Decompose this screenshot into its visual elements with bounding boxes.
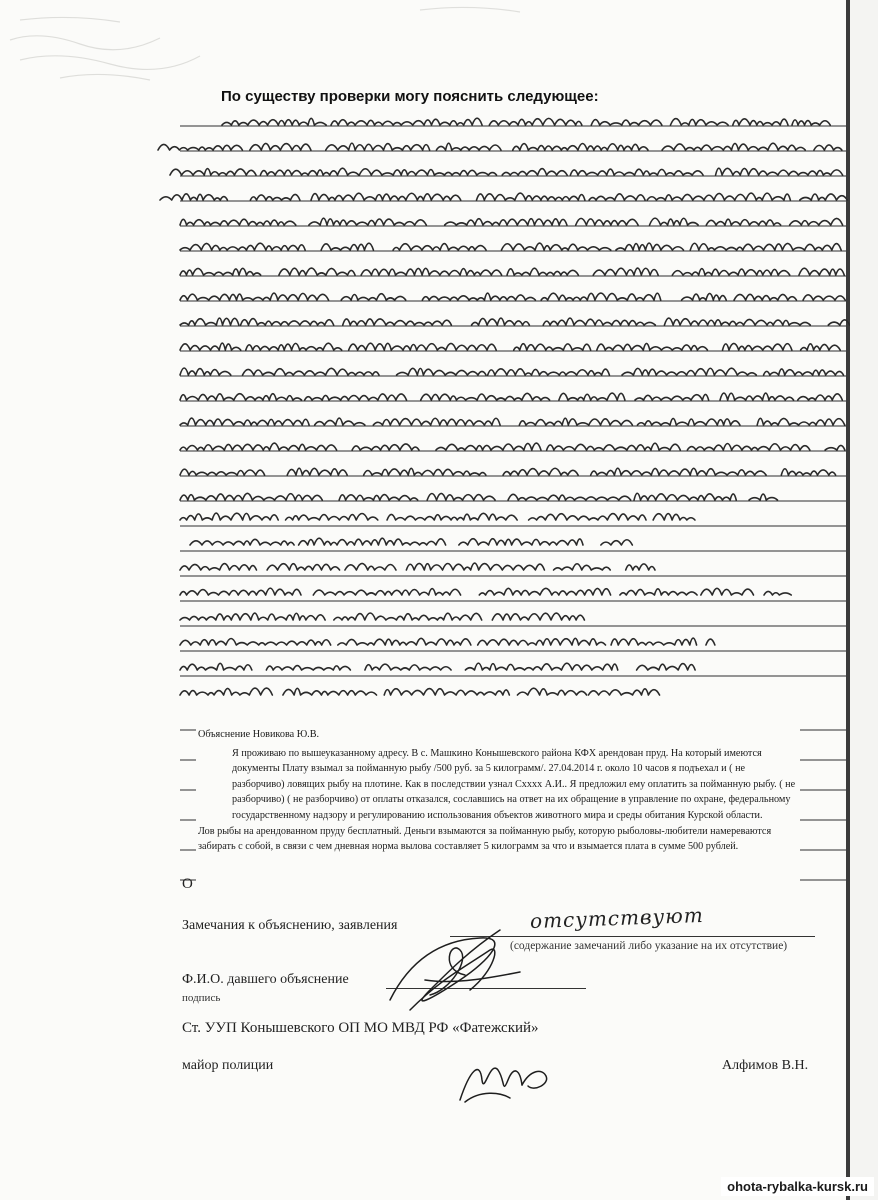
signature-explainer [370,920,570,1030]
stray-character: О [182,876,193,892]
officer-name: Алфимов В.Н. [722,1058,809,1073]
officer-line: Ст. УУП Конышевского ОП МО МВД РФ «Фатежский» [182,1020,539,1036]
signature-label: подпись [182,992,221,1004]
remarks-hint: (содержание замечаний либо указание на их отсутствие) [510,940,788,952]
remarks-label: Замечания к объяснению, заявления [182,918,398,933]
typed-title: Объяснение Новикова Ю.В. [198,729,320,740]
fio-label: Ф.И.О. давшего объяснение [182,972,349,987]
page-heading: По существу проверки могу пояснить следующее: [221,88,599,105]
typed-paragraph: Я проживаю по вышеуказанному адресу. В с. Машкино Конышевского района КФХ арендован пруд. На который имеются документы Плату взымал за пойманную рыбу /500 руб. за 5 килограмм/. 27.04.2014 г. около 10 часов я подъехал и ( не разборчиво) ловящих рыбу на плотине. Как в последствии узнал Сxxxx А.И.. Я предложил ему оплатить за пойманную рыбу. ( не разборчиво) ( не разборчиво) от оплаты отказался, сославшись на ответ на их обращение в управление по охране, федеральному государственному надзору и регулированию использования объектов животного мира и среды обитания Курской области. [232,747,796,821]
typed-paragraph-2: Лов рыбы на арендованном пруду бесплатный. Деньги взымаются за пойманную рыбу, которую рыболовы-любители намереваются забирать с собой, в связи с чем дневная норма вылова составляет 5 килограмм за что и взымается плата в сумме 500 рублей. [198,825,772,853]
signature-officer [450,1040,560,1115]
typed-transcription [198,727,798,855]
watermark-url: ohota-rybalka-kursk.ru [721,1177,874,1196]
page-margin [850,0,878,1200]
remarks-handwritten: отсутствуют [529,902,705,934]
officer-rank: майор полиции [182,1058,274,1073]
